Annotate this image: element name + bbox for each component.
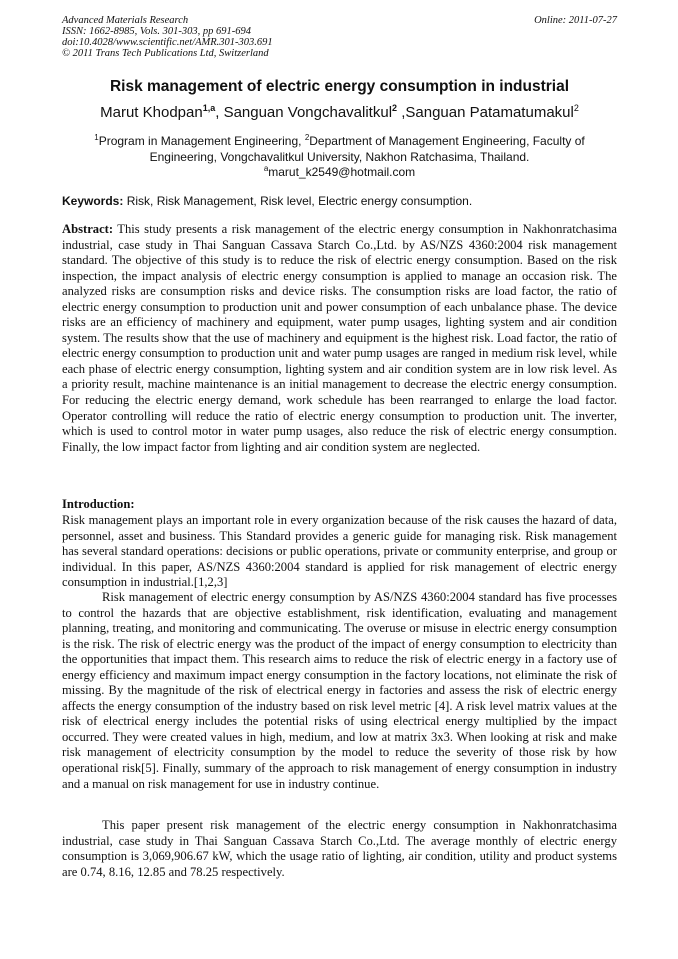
body-paragraph: Risk management of electric energy consumption by AS/NZS 4360:2004 standard has five processes to control the hazards that are objective establishment, risk identification, evaluating and management planning, treating, and monitoring and communicating. The overuse or misuse in electric energy consumption is the risk. The risk of electric energy was the product of the impact of energy consumption to electricity than the opportunities that impact them. This research aims to reduce the risk of electric energy in a factory use of energy efficiency and maximum impact energy consumption in the factory locations, not eliminate the risk of missing. By the magnitude of the risk of electrical energy in factories and assess the risk of electric energy affects the energy consumption of the industry based on risk level metric [4]. A risk level matrix values at the risk of electrical energy includes the potential risks of using electrical energy multiplied by the impact occurred. They were created values in high, medium, and low at matrix 3x3. When looking at risk and make risk management of electricity consumption by the model to reduce the severity of those risk by how operational risk[5]. Finally, summary of the approach to risk management of energy consumption in industry and a manual on risk management for use in industry continue. xyxy=(62,590,617,791)
abstract-text: This study presents a risk management of the electric energy consumption in Nakhonratchasima industrial, case study in Thai Sanguan Cassava Starch Co.,Ltd. by AS/NZS 4360:2004 risk management standard. The objective of this study is to reduce the risk of electric energy consumption. Based on the risk inspection, the impact analysis of electric energy consumption is applied to manage an occasion risk. The analyzed risks are consumption risks and device risks. The consumption risks are load factor, the ratio of electric energy consumption to production unit and power consumption of each unbalance phase. The device risks are an efficiency of machinery and equipment, water pump usages, lighting system and air condition system. The results show that the use of machinery and equipment is the highest risk. Load factor, the ratio of electric energy consumption to production unit and water pump usages are ranged in medium risk level, while each phase of electric energy consumption, lighting system and air condition system are in low risk level. As a priority result, machine maintenance is an initial management to decrease the electric energy consumption. For reducing the electric energy demand, work schedule has been rearranged to enlarge the load factor. Operator controlling will reduce the ratio of electric energy consumption to production unit. The inverter, which is used to control motor in water pump usages, also reduce the risk of electric energy consumption. Finally, the low impact factor from lighting and air condition system are neglected. xyxy=(62,222,617,454)
email-marker: a xyxy=(263,164,269,173)
section-heading: Introduction: xyxy=(62,497,135,511)
affiliation-marker: 2 xyxy=(304,133,310,142)
author-name: Marut Khodpan xyxy=(100,104,203,121)
body-paragraph: Risk management plays an important role in every organization because of the risk causes the hazard of data, personnel, asset and business. This Standard provides a generic guide for managing risk. Risk management has several standard operations: decisions or public operations, private or community enterprise, and group or individual. In this paper, AS/NZS 4360:2004 standard is applied for risk management of electric energy consumption in industrial.[1,2,3] xyxy=(62,513,617,590)
keywords-text: Risk, Risk Management, Risk level, Electric energy consumption. xyxy=(123,194,473,208)
affiliation-text: Department of Management Engineering, Faculty of Engineering, Vongchavalitkul University, Nakhon Ratchasima, Thailand. xyxy=(149,134,585,164)
paper-title: Risk management of electric energy consumption in industrial xyxy=(109,78,570,95)
email-address: marut_k2549@hotmail.com xyxy=(268,165,416,179)
author-superscript: 2 xyxy=(392,103,398,113)
journal-name: Advanced Materials Research xyxy=(62,15,189,26)
journal-header xyxy=(62,15,617,59)
author-name: Sanguan Patamatumakul xyxy=(405,104,574,121)
author-separator: , xyxy=(215,104,224,121)
doi-line: doi:10.4028/www.scientific.net/AMR.301-303.691 xyxy=(62,37,273,48)
issn-line: ISSN: 1662-8985, Vols. 301-303, pp 691-694 xyxy=(62,26,251,37)
affiliation-text: Program in Management Engineering, xyxy=(98,134,305,148)
author-superscript: 2 xyxy=(573,103,579,113)
body-paragraph: This paper present risk management of the electric energy consumption in Nakhonratchasima industrial, case study in Thai Sanguan Cassava Starch Co.,Ltd. The average monthly of electric energy consumption is 3,069,906.67 kW, which the usage ratio of lighting, air condition, utility and product systems are 0.74, 8.16, 12.85 and 78.25 respectively. xyxy=(62,818,617,879)
online-date: Online: 2011-07-27 xyxy=(534,15,617,26)
author-list xyxy=(62,103,617,121)
author-name: Sanguan Vongchavalitkul xyxy=(223,104,393,121)
author-superscript: 1,a xyxy=(202,103,216,113)
abstract-label: Abstract: xyxy=(62,222,114,236)
author-separator: , xyxy=(397,104,406,121)
keywords-line xyxy=(62,194,617,208)
keywords-label: Keywords: xyxy=(62,194,124,208)
affiliation xyxy=(62,130,617,165)
contact-email xyxy=(62,164,617,179)
abstract-paragraph xyxy=(62,222,617,455)
copyright-line: © 2011 Trans Tech Publications Ltd, Switzerland xyxy=(62,48,269,59)
affiliation-marker: 1 xyxy=(94,133,99,142)
